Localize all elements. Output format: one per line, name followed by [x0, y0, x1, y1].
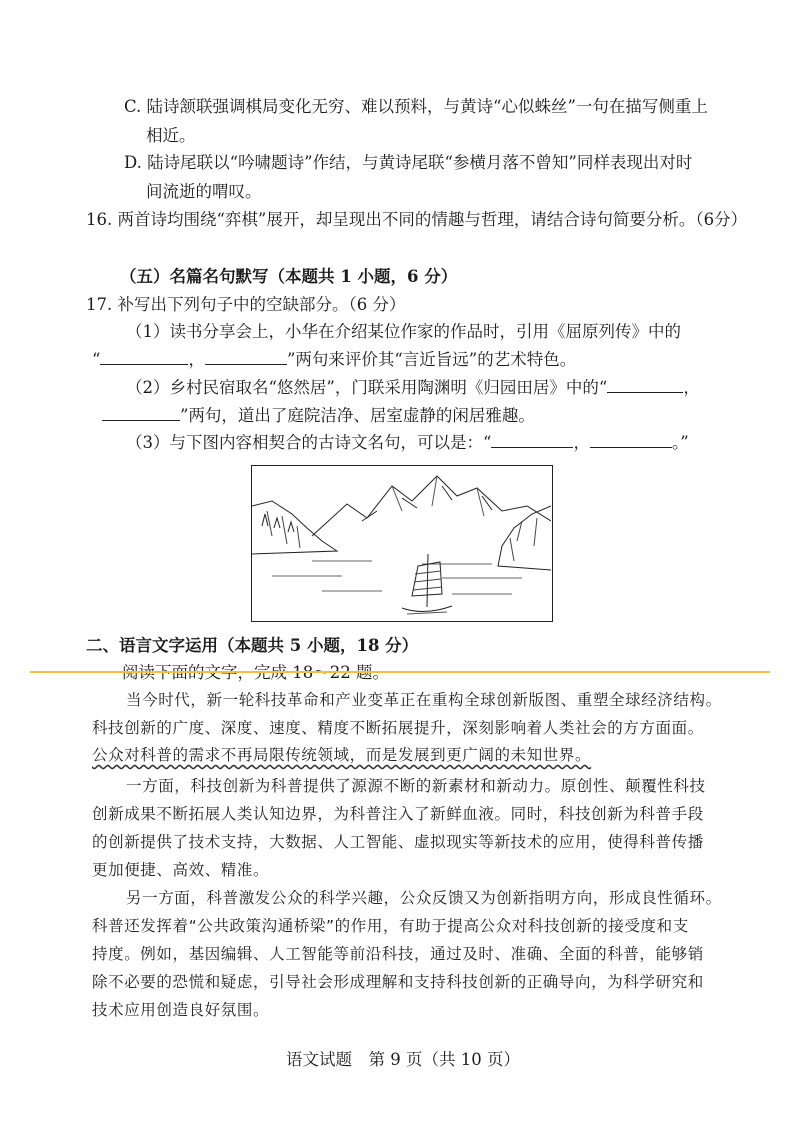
option-d-line1: D. 陆诗尾联以“吟啸题诗”作结，与黄诗尾联“参横月落不曾知”同样表现出对时: [124, 153, 693, 172]
question-17-p1-line2: [92, 348, 576, 372]
passage-line: 创新成果不断拓展人类认知边界，为科普注入了新鲜血液。同时，科技创新为科普手段: [92, 805, 704, 823]
section2-heading: 二、语言文字运用（本题共 5 小题，18 分）: [86, 636, 419, 655]
question-17-p2-line1: [126, 376, 700, 400]
passage-line: 持度。例如，基因编辑、人工智能等前沿科技，通过及时、准确、全面的科普，能够销: [92, 945, 704, 963]
mountain-river-sailboat-drawing: [252, 466, 551, 620]
passage-line: 除不必要的恐慌和疑虑，引导社会形成理解和支持科技创新的正确导向，为科学研究和: [92, 973, 704, 991]
fill-blank-3[interactable]: [607, 376, 683, 393]
fill-blank-5[interactable]: [491, 431, 573, 448]
passage-line: 更加便捷、高效、精准。: [92, 861, 270, 879]
fill-blank-1[interactable]: [100, 348, 188, 365]
fill-blank-2[interactable]: [205, 348, 287, 365]
question-17-p3: [126, 431, 689, 455]
section5-heading: （五）名篇名句默写（本题共 1 小题，6 分）: [120, 267, 458, 286]
option-c-line1: C. 陆诗颔联强调棋局变化无穷、难以预料，与黄诗“心似蛛丝”一句在描写侧重上: [124, 97, 708, 116]
question-17-p1-line1: （1）读书分享会上，小华在介绍某位作家的作品时，引用《屈原列传》中的: [126, 322, 681, 341]
question-17-p2-line2: [102, 404, 535, 428]
passage-line-underlined: 公众对科普的需求不再局限传统领域，而是发展到更广阔的未知世界。: [92, 746, 592, 764]
passage-line: 科普还发挥着“公共政策沟通桥梁”的作用，有助于提高公众对科技创新的接受度和支: [92, 917, 689, 935]
highlight-line: [30, 671, 770, 673]
fill-blank-6[interactable]: [590, 431, 672, 448]
question-17-stem: 17. 补写出下列句子中的空缺部分。（6 分）: [86, 295, 406, 314]
p3-text: （3）与下图内容相契合的古诗文名句，可以是：“: [126, 433, 492, 452]
question-16: 16. 两首诗均围绕“弈棋”展开，却呈现出不同的情趣与哲理，请结合诗句简要分析。（6分）: [86, 210, 748, 229]
left-hill: [252, 501, 337, 554]
passage-line: 当今时代，新一轮科技革命和产业变革正在重构全球创新版图、重塑全球经济结构。: [126, 691, 722, 709]
passage-line: 的创新提供了技术支持，大数据、人工智能、虚拟现实等新技术的应用，使得科普传播: [92, 833, 704, 851]
passage-line: 技术应用创造良好氛围。: [92, 1001, 270, 1019]
page-footer: 语文试题 第 9 页（共 10 页）: [286, 1050, 520, 1069]
p1-end-text: ”两句来评价其“言近旨远”的艺术特色。: [286, 350, 577, 369]
p2-end-text: ”两句，道出了庭院洁净、居室虚静的闲居雅趣。: [180, 406, 535, 425]
comma: ，: [188, 350, 205, 369]
option-d-line2: 间流逝的喟叹。: [146, 182, 262, 201]
open-quote: “: [92, 350, 101, 369]
option-c-line2: 相近。: [146, 126, 196, 145]
passage-line: 另一方面，科普激发公众的科学兴趣，公众反馈又为创新指明方向，形成良性循环。: [126, 889, 722, 907]
p3-end: 。”: [671, 433, 689, 452]
passage-line: 科技创新的广度、深度、速度、精度不断拓展提升，深刻影响着人类社会的方方面面。: [92, 719, 704, 737]
p2-text: （2）乡村民宿取名“悠然居”，门联采用陶渊明《归园田居》中的“: [126, 378, 608, 397]
comma: ，: [573, 433, 590, 452]
reading-instruction: [122, 661, 389, 685]
fill-blank-4[interactable]: [102, 404, 180, 421]
landscape-illustration: [251, 465, 553, 622]
passage-line: 一方面，科技创新为科普提供了源源不断的新素材和新动力。原创性、颠覆性科技: [126, 777, 706, 795]
comma: ，: [683, 378, 700, 397]
